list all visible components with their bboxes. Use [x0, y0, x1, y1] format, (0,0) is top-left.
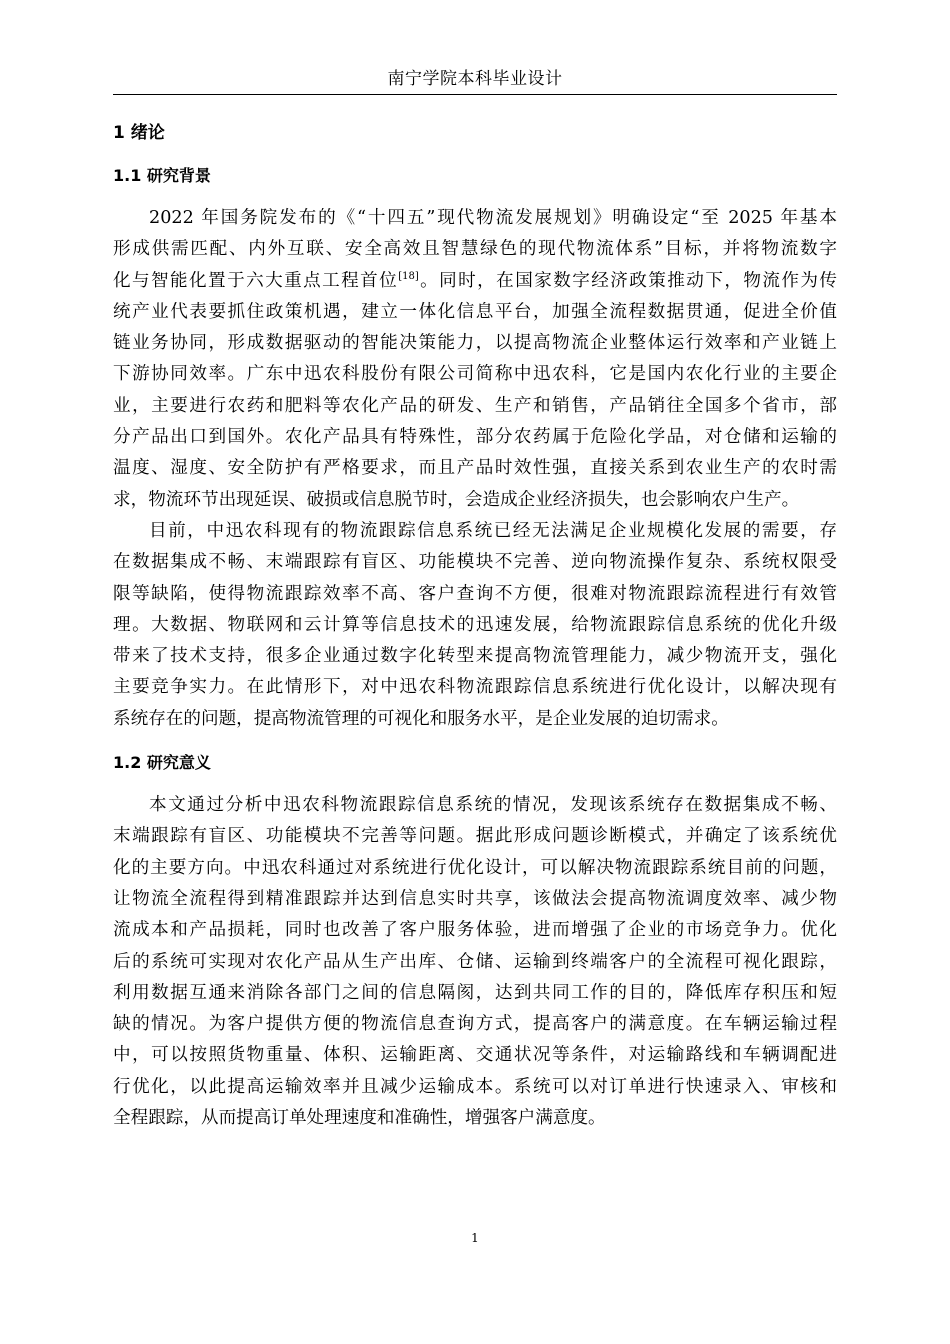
text-line: 系统存在的问题，提高物流管理的可视化和服务水平，是企业发展的迫切需求。: [113, 708, 729, 729]
text-line: 缺的情况。为客户提供方便的物流信息查询方式，提高客户的满意度。在车辆运输过程: [113, 1014, 837, 1035]
page-number: 1: [471, 1231, 479, 1245]
text-line: 2022 年国务院发布的《“十四五”现代物流发展规划》明确设定“至 2025 年基本: [149, 208, 837, 228]
text-line: 链业务协同，形成数据驱动的智能决策能力，以提高物流企业整体运行效率和产业链上: [113, 333, 837, 354]
paragraph-significance-1: [113, 790, 837, 1134]
page-header: 南宁学院本科毕业设计: [387, 69, 563, 89]
text-line: 限等缺陷，使得物流跟踪效率不高、客户查询不方便，很难对物流跟踪流程进行有效管: [113, 583, 837, 604]
citation-ref: [18]: [398, 270, 419, 282]
text-line: 目前，中迅农科现有的物流跟踪信息系统已经无法满足企业规模化发展的需要，存: [149, 520, 837, 541]
document-body: [113, 112, 837, 1134]
text-segment: 。同时，在国家数字经济政策推动下，物流作为传: [418, 270, 837, 291]
text-line: 全程跟踪，从而提高订单处理速度和准确性，增强客户满意度。: [113, 1108, 606, 1129]
text-line: 利用数据互通来消除各部门之间的信息隔阂，达到共同工作的目的，降低库存积压和短: [113, 982, 837, 1003]
text-line: 分产品出口到国外。农化产品具有特殊性，部分农药属于危险化学品，对仓储和运输的: [113, 427, 837, 448]
text-line: 理。大数据、物联网和云计算等信息技术的迅速发展，给物流跟踪信息系统的优化升级: [113, 614, 837, 635]
text-line: 后的系统可实现对农化产品从生产出库、仓储、运输到终端客户的全流程可视化跟踪，: [113, 951, 837, 972]
text-line: 求，物流环节出现延误、破损或信息脱节时，会造成企业经济损失，也会影响农户生产。: [113, 489, 800, 510]
section-title-significance: 1.2 研究意义: [113, 753, 211, 773]
paragraph-background-2: [113, 516, 837, 735]
header-rule: [113, 94, 837, 95]
text-segment: 化与智能化置于六大重点工程首位: [113, 270, 399, 291]
chapter-title: 1 绪论: [113, 123, 165, 143]
text-line: 主要竞争实力。在此情形下，对中迅农科物流跟踪信息系统进行优化设计，以解决现有: [113, 677, 837, 698]
text-line: 行优化，以此提高运输效率并且减少运输成本。系统可以对订单进行快速录入、审核和: [113, 1076, 837, 1097]
text-line: 流成本和产品损耗，同时也改善了客户服务体验，进而增强了企业的市场竞争力。优化: [113, 920, 837, 941]
text-line: 业，主要进行农药和肥料等农化产品的研发、生产和销售，产品销往全国多个省市，部: [113, 395, 837, 416]
text-line: 形成供需匹配、内外互联、安全高效且智慧绿色的现代物流体系”目标，并将物流数字: [113, 239, 837, 260]
text-line: 下游协同效率。广东中迅农科股份有限公司简称中迅农科，它是国内农化行业的主要企: [113, 364, 837, 385]
text-line: 带来了技术支持，很多企业通过数字化转型来提高物流管理能力，减少物流开支，强化: [113, 646, 837, 667]
text-line: 末端跟踪有盲区、功能模块不完善等问题。据此形成问题诊断模式，并确定了该系统优: [113, 826, 837, 847]
text-line: 化的主要方向。中迅农科通过对系统进行优化设计，可以解决物流跟踪系统目前的问题，: [113, 857, 837, 878]
text-line: 温度、湿度、安全防护有严格要求，而且产品时效性强，直接关系到农业生产的农时需: [113, 458, 837, 479]
text-line: 本文通过分析中迅农科物流跟踪信息系统的情况，发现该系统存在数据集成不畅、: [149, 795, 837, 816]
text-line: 中，可以按照货物重量、体积、运输距离、交通状况等条件，对运输路线和车辆调配进: [113, 1045, 837, 1066]
paragraph-background-1: [113, 203, 837, 516]
text-line-with-citation: [113, 266, 837, 297]
text-line: 让物流全流程得到精准跟踪并达到信息实时共享，该做法会提高物流调度效率、减少物: [113, 888, 837, 909]
text-line: 在数据集成不畅、末端跟踪有盲区、功能模块不完善、逆向物流操作复杂、系统权限受: [113, 552, 837, 573]
text-line: 统产业代表要抓住政策机遇，建立一体化信息平台，加强全流程数据贯通，促进全价值: [113, 301, 837, 322]
section-title-background: 1.1 研究背景: [113, 166, 211, 185]
